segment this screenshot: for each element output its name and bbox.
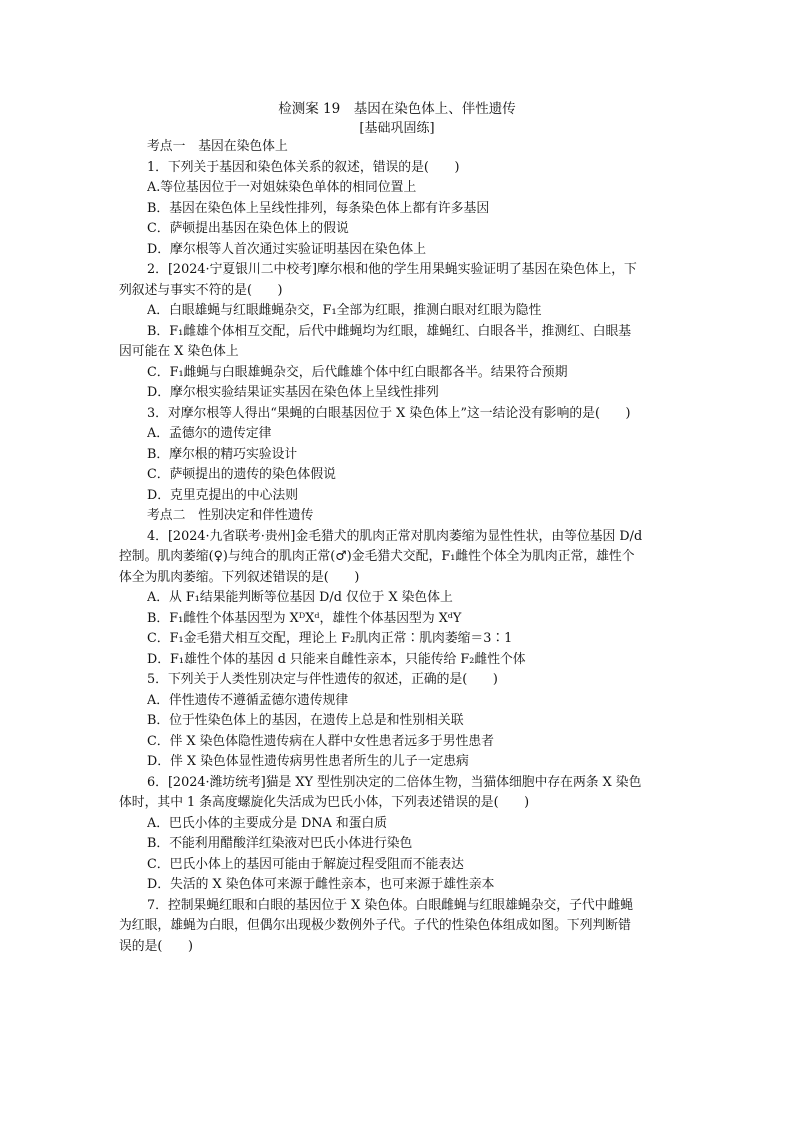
text-line: 2．[2024·宁夏银川二中校考]摩尔根和他的学生用果蝇实验证明了基因在染色体上，下 xyxy=(147,262,637,277)
text-line: B．F₁雌雄个体相互交配，后代中雌蝇均为红眼，雄蝇红、白眼各半，推测红、白眼基 xyxy=(147,323,632,339)
text-line: 体时，其中 1 条高度螺旋化失活成为巴氏小体，下列表述错误的是( ) xyxy=(119,795,530,810)
page-title: 检测案 19 基因在染色体上、伴性遗传 xyxy=(278,101,516,117)
text-line: B．基因在染色体上呈线性排列，每条染色体上都有许多基因 xyxy=(147,200,490,216)
section-subtitle: [基础巩固练] xyxy=(359,121,435,136)
text-line: B．不能利用醋酸洋红染液对巴氏小体进行染色 xyxy=(147,836,413,851)
text-line: 考点一 基因在染色体上 xyxy=(147,139,288,154)
text-line: 3．对摩尔根等人得出“果蝇的白眼基因位于 X 染色体上”这一结论没有影响的是( ) xyxy=(147,405,631,421)
text-line: 7．控制果蝇红眼和白眼的基因位于 X 染色体。白眼雌蝇与红眼雄蝇杂交，子代中雌蝇 xyxy=(147,897,634,913)
text-line: A．伴性遗传不遵循孟德尔遗传规律 xyxy=(147,692,349,708)
text-line: C．萨顿提出的遗传的染色体假说 xyxy=(147,467,336,482)
text-line: 列叙述与事实不符的是( ) xyxy=(119,282,283,298)
text-line: A．巴氏小体的主要成分是 DNA 和蛋白质 xyxy=(147,815,388,831)
text-line: D．F₁雄性个体的基因 d 只能来自雌性亲本，只能传给 F₂雌性个体 xyxy=(147,651,526,667)
text-line: C．伴 X 染色体隐性遗传病在人群中女性患者远多于男性患者 xyxy=(147,733,494,749)
text-line: C．巴氏小体上的基因可能由于解旋过程受阻而不能表达 xyxy=(147,856,464,872)
text-line: 误的是( ) xyxy=(119,938,193,954)
question-body xyxy=(119,137,676,957)
text-line: 因可能在 X 染色体上 xyxy=(119,344,239,359)
text-line: D．伴 X 染色体显性遗传病男性患者所生的儿子一定患病 xyxy=(147,754,469,769)
text-line: B．F₁雌性个体基因型为 XᴰXᵈ，雄性个体基因型为 XᵈY xyxy=(147,610,462,626)
text-line: B．摩尔根的精巧实验设计 xyxy=(147,446,298,462)
text-line: A．白眼雄蝇与红眼雌蝇杂交，F₁全部为红眼，推测白眼对红眼为隐性 xyxy=(147,303,542,318)
text-line: C．F₁金毛猎犬相互交配，理论上 F₂肌肉正常∶肌肉萎缩＝3∶1 xyxy=(147,631,513,646)
text-line: 1．下列关于基因和染色体关系的叙述，错误的是( ) xyxy=(147,159,460,175)
text-line: 为红眼，雄蝇为白眼，但偶尔出现极少数例外子代。子代的性染色体组成如图。下列判断错 xyxy=(119,918,631,933)
text-line: D．摩尔根实验结果证实基因在染色体上呈线性排列 xyxy=(147,385,439,400)
text-line: D．失活的 X 染色体可来源于雌性亲本，也可来源于雄性亲本 xyxy=(147,877,495,892)
text-line: A.等位基因位于一对姐妹染色单体的相同位置上 xyxy=(147,180,417,195)
text-line: C．F₁雌蝇与白眼雄蝇杂交，后代雌雄个体中红白眼都各半。结果符合预期 xyxy=(147,364,568,380)
text-line: 考点二 性别决定和伴性遗传 xyxy=(147,508,314,523)
text-line: C．萨顿提出基因在染色体上的假说 xyxy=(147,221,349,236)
text-line: 控制。肌肉萎缩(♀)与纯合的肌肉正常(♂)金毛猎犬交配，F₁雌性个体全为肌肉正常，雄性个 xyxy=(119,549,635,564)
text-line: A．从 F₁结果能判断等位基因 D/d 仅位于 X 染色体上 xyxy=(147,590,453,605)
text-line: 体全为肌肉萎缩。下列叙述错误的是( ) xyxy=(119,569,360,585)
text-line: 4．[2024·九省联考·贵州]金毛猎犬的肌肉正常对肌肉萎缩为显性性状，由等位基因 D/d xyxy=(147,528,643,544)
text-line: 6．[2024·潍坊统考]猫是 XY 型性别决定的二倍体生物，当猫体细胞中存在两条 X 染色 xyxy=(147,774,642,790)
text-line: D．摩尔根等人首次通过实验证明基因在染色体上 xyxy=(147,241,426,257)
text-line: D．克里克提出的中心法则 xyxy=(147,487,299,503)
text-line: B．位于性染色体上的基因，在遗传上总是和性别相关联 xyxy=(147,713,464,728)
text-line: A．孟德尔的遗传定律 xyxy=(147,426,272,441)
text-line: 5．下列关于人类性别决定与伴性遗传的叙述，正确的是( ) xyxy=(147,672,498,687)
